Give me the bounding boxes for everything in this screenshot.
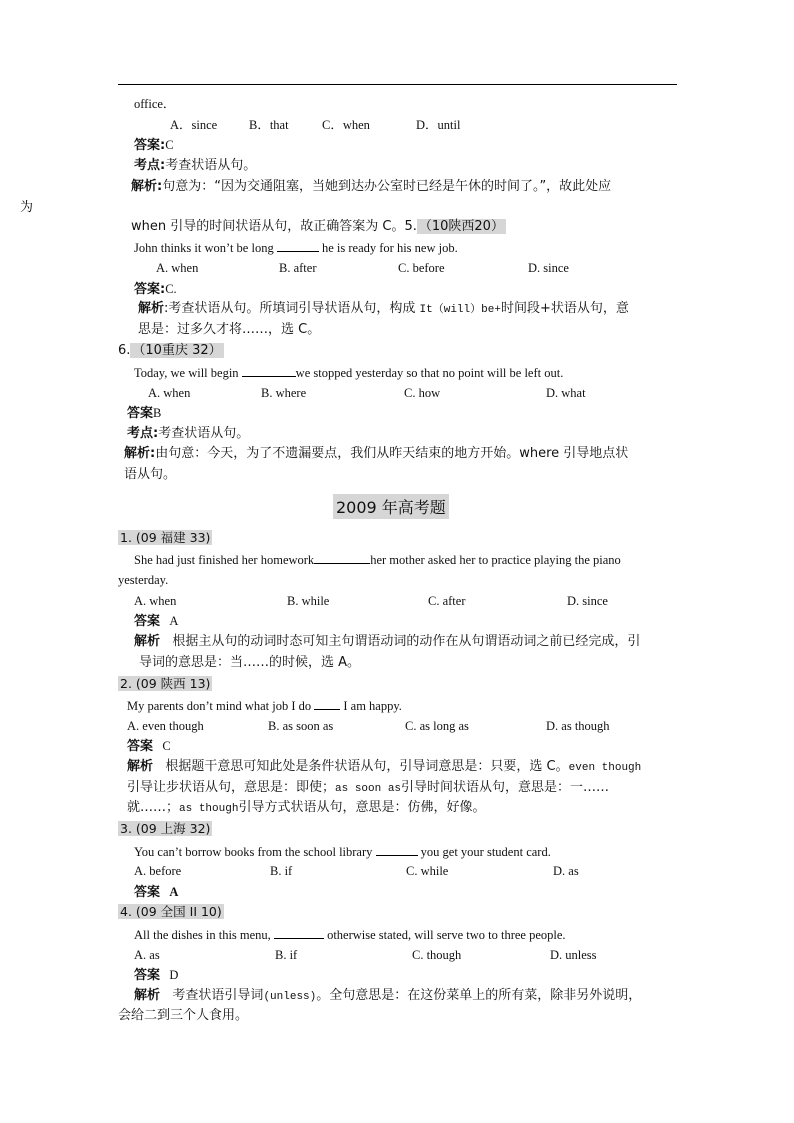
question-header [118, 676, 212, 692]
answer-value: D [169, 968, 179, 982]
option-d: D. since [567, 594, 608, 608]
analysis-line-1 [134, 634, 640, 650]
analysis-text: 句意为：“因为交通阻塞，当她到达办公室时已经是午休的时间了。”，故此处应 [162, 179, 612, 194]
analysis-phrase: as soon as [335, 783, 402, 795]
section-heading: 2009 年高考题 [333, 494, 449, 519]
analysis-text: 引导让步状语从句，意思是：即使； [127, 780, 336, 795]
question-source-tag: （10陕西20） [418, 219, 504, 234]
answer-blank [277, 239, 319, 252]
question-header [118, 343, 224, 359]
stem-part: My parents don’t mind what job I do [127, 699, 312, 713]
option-a: A. when [148, 386, 191, 400]
point-line [127, 426, 249, 442]
option-a: A. when [134, 594, 177, 608]
answer-label: 答案 [134, 614, 161, 629]
analysis-line-1 [134, 988, 641, 1005]
stem-part: John thinks it won’t be long [134, 241, 274, 255]
option-c: C. while [406, 864, 449, 878]
analysis-line-2: 为 [20, 200, 34, 215]
analysis-text: 就……； [127, 800, 180, 815]
question-header [118, 821, 212, 837]
point-label: 考点: [134, 158, 166, 173]
question-header [118, 904, 224, 920]
analysis-text: :考查状语从句。所填词引导状语从句，构成 [164, 301, 420, 316]
answer-line [134, 613, 178, 630]
stem-part: Today, we will begin [134, 366, 239, 380]
option-d: D. what [546, 386, 586, 400]
answer-blank [242, 364, 296, 377]
question-stem [134, 926, 566, 943]
analysis-text: 引导方式状语从句，意思是：仿佛，好像。 [238, 800, 486, 815]
option-c: C. before [398, 261, 445, 275]
point-line [134, 158, 256, 174]
analysis-text: 根据主从句的动词时态可知主句谓语动词的动作在从句谓语动词之前已经完成，引 [172, 634, 641, 649]
analysis-label: 解析: [131, 179, 163, 194]
analysis-label: 解析 [138, 301, 165, 316]
question-stem [134, 843, 551, 860]
answer-line [127, 405, 161, 422]
answer-label: 答案: [134, 282, 166, 297]
stem-part: All the dishes in this menu, [134, 928, 271, 942]
option-b: B. after [279, 261, 317, 275]
point-text: 考查状语从句。 [158, 426, 250, 441]
answer-blank [376, 843, 418, 856]
option-a: A．since [170, 118, 218, 132]
analysis-label: 解析: [124, 446, 156, 461]
option-d: D．until [416, 118, 461, 132]
answer-line [134, 281, 177, 298]
answer-value: C. [165, 282, 177, 296]
analysis-line-3 [131, 219, 506, 235]
option-b: B. if [270, 864, 293, 878]
stem-part: otherwise stated, will serve two to three people. [327, 928, 566, 942]
answer-line [134, 967, 178, 984]
analysis-line-2: 思是：过多久才将……，选 C。 [138, 322, 321, 337]
analysis-text: 引导时间状语从句，意思是：一…… [401, 780, 610, 795]
answer-value: A [169, 614, 179, 628]
analysis-text: 考查状语引导词 [172, 988, 264, 1003]
option-b: B. where [261, 386, 307, 400]
point-text: 考查状语从句。 [165, 158, 257, 173]
option-b: B．that [249, 118, 289, 132]
point-label: 考点: [127, 426, 159, 441]
question-stem [134, 551, 621, 568]
option-a: A. even though [127, 719, 204, 733]
question-stem-continuation: yesterday. [118, 573, 169, 587]
question-stem [127, 697, 402, 714]
question-source-tag: 4. (09 全国 II 10) [120, 904, 222, 919]
analysis-text: 由句意：今天，为了不遗漏要点，我们从昨天结束的地方开始。where 引导地点状 [155, 446, 629, 461]
option-c: C. as long as [405, 719, 469, 733]
analysis-line-1 [131, 179, 611, 195]
option-d: D. as though [546, 719, 610, 733]
answer-line [134, 137, 174, 154]
option-d: D. as [553, 864, 579, 878]
analysis-line-2: 导词的意思是：当……的时候，选 A。 [139, 655, 361, 670]
option-b: B. while [287, 594, 330, 608]
option-a: A. as [134, 948, 160, 962]
option-d: D. since [528, 261, 569, 275]
option-a: A. when [156, 261, 199, 275]
stem-part: She had just finished her homework [134, 553, 315, 567]
question-header [118, 530, 212, 546]
analysis-phrase: as though [179, 803, 239, 815]
stem-part: You can’t borrow books from the school library [134, 845, 373, 859]
option-d: D. unless [550, 948, 597, 962]
analysis-line-1 [127, 759, 641, 776]
answer-line [127, 738, 171, 755]
answer-label: 答案 [127, 406, 154, 421]
question-source-tag: （10重庆 32） [132, 343, 222, 358]
answer-value: C [162, 739, 171, 753]
question-number: 6. [118, 343, 131, 358]
stem-part: her mother asked her to practice playing the piano [370, 553, 621, 567]
analysis-line-2: 会给二到三个人食用。 [118, 1008, 249, 1023]
stem-part: we stopped yesterday so that no point will be left out. [295, 366, 564, 380]
analysis-line-1 [124, 446, 628, 462]
analysis-formula: It（will）be+ [419, 304, 501, 316]
question-stem [134, 239, 458, 256]
answer-value: B [153, 406, 162, 420]
stem-part: I am happy. [343, 699, 402, 713]
answer-blank [274, 926, 324, 939]
analysis-text: 根据题干意思可知此处是条件状语从句，引导词意思是：只要，选 C。 [165, 759, 569, 774]
stem-continuation: office． [134, 97, 176, 111]
answer-value: A [169, 885, 179, 899]
stem-part: he is ready for his new job. [321, 241, 458, 255]
analysis-label: 解析 [127, 759, 154, 774]
analysis-text: 时间段+状语从句，意 [500, 301, 629, 316]
analysis-label: 解析 [134, 634, 161, 649]
analysis-text: when 引导的时间状语从句，故正确答案为 C。5. [131, 219, 417, 234]
option-c: C．when [322, 118, 370, 132]
analysis-line-1 [138, 301, 629, 318]
analysis-text: 。全句意思是：在这份菜单上的所有菜，除非另外说明， [316, 988, 642, 1003]
analysis-line-2: 语从句。 [124, 467, 177, 482]
option-b: B. if [275, 948, 298, 962]
option-a: A. before [134, 864, 182, 878]
answer-label: 答案: [134, 138, 166, 153]
answer-value: C [165, 138, 174, 152]
option-c: C. after [428, 594, 466, 608]
analysis-phrase: even though [568, 762, 642, 774]
stem-part: you get your student card. [420, 845, 551, 859]
question-stem [134, 364, 563, 381]
answer-label: 答案 [127, 739, 154, 754]
answer-label: 答案 [134, 885, 161, 900]
analysis-label: 解析 [134, 988, 161, 1003]
analysis-phrase: (unless) [263, 991, 317, 1003]
answer-blank [314, 697, 340, 710]
option-b: B. as soon as [268, 719, 334, 733]
question-source-tag: 2. (09 陕西 13) [120, 676, 211, 691]
analysis-line-3 [127, 800, 485, 817]
question-source-tag: 3. (09 上海 32) [120, 821, 211, 836]
question-source-tag: 1. (09 福建 33) [120, 530, 211, 545]
analysis-line-2 [127, 780, 609, 797]
answer-blank [314, 551, 370, 564]
answer-line [134, 884, 178, 901]
option-c: C. though [412, 948, 462, 962]
option-c: C. how [404, 386, 441, 400]
answer-label: 答案 [134, 968, 161, 983]
header-rule [118, 84, 677, 85]
